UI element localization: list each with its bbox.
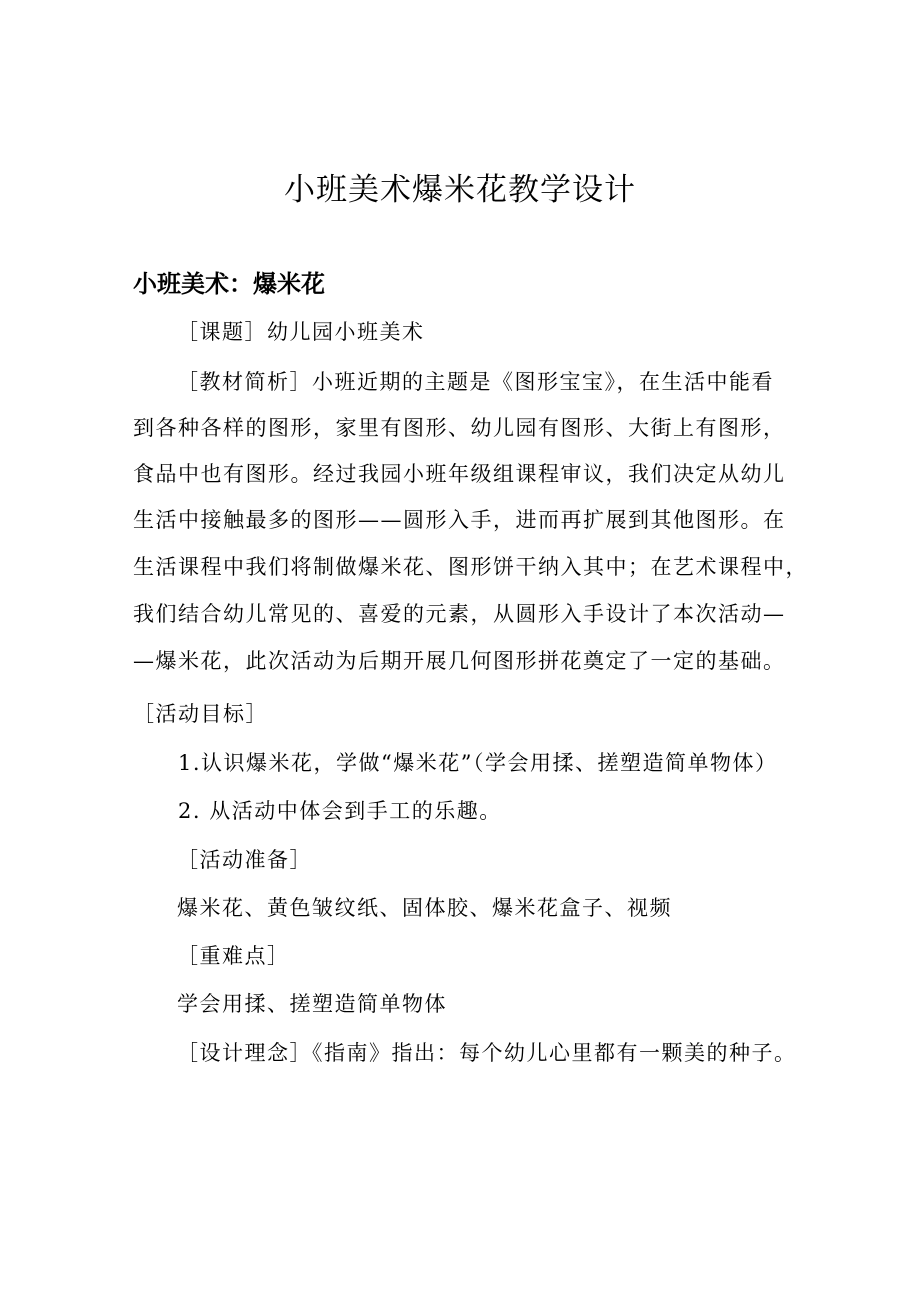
material-analysis-line-5: 生活课程中我们将制做爆米花、图形饼干纳入其中；在艺术课程中，	[133, 555, 808, 579]
activity-goals-heading: ［活动目标］	[133, 702, 268, 726]
material-analysis-line-7: —爆米花，此次活动为后期开展几何图形拼花奠定了一定的基础。	[133, 649, 786, 673]
key-points-text: 学会用揉、搓塑造简单物体	[177, 992, 447, 1016]
design-concept-line: ［设计理念］《指南》指出：每个幼儿心里都有一颗美的种子。	[177, 1041, 797, 1065]
material-analysis-line-2: 到各种各样的图形，家里有图形、幼儿园有图形、大街上有图形，	[133, 416, 786, 440]
document-title: 小班美术爆米花教学设计	[284, 172, 636, 208]
material-analysis-line-6: 我们结合幼儿常见的、喜爱的元素，从圆形入手设计了本次活动—	[133, 602, 786, 626]
lesson-topic-line: ［课题］幼儿园小班美术	[177, 320, 425, 344]
section-heading: 小班美术：爆米花	[133, 270, 325, 298]
activity-goal-2: 2. 从活动中体会到手工的乐趣。	[178, 799, 502, 823]
activity-prep-heading: ［活动准备］	[177, 848, 312, 872]
material-analysis-line-1: ［教材简析］小班近期的主题是《图形宝宝》，在生活中能看	[177, 370, 774, 394]
key-points-heading: ［重难点］	[177, 944, 290, 968]
activity-goal-1: 1.认识爆米花，学做“爆米花”（学会用揉、搓塑造简单物体）	[178, 751, 778, 775]
material-analysis-line-4: 生活中接触最多的图形——圆形入手，进而再扩展到其他图形。在	[133, 508, 786, 532]
material-analysis-line-3: 食品中也有图形。经过我园小班年级组课程审议，我们决定从幼儿	[133, 462, 786, 486]
activity-prep-materials: 爆米花、黄色皱纹纸、固体胶、爆米花盒子、视频	[177, 896, 672, 920]
